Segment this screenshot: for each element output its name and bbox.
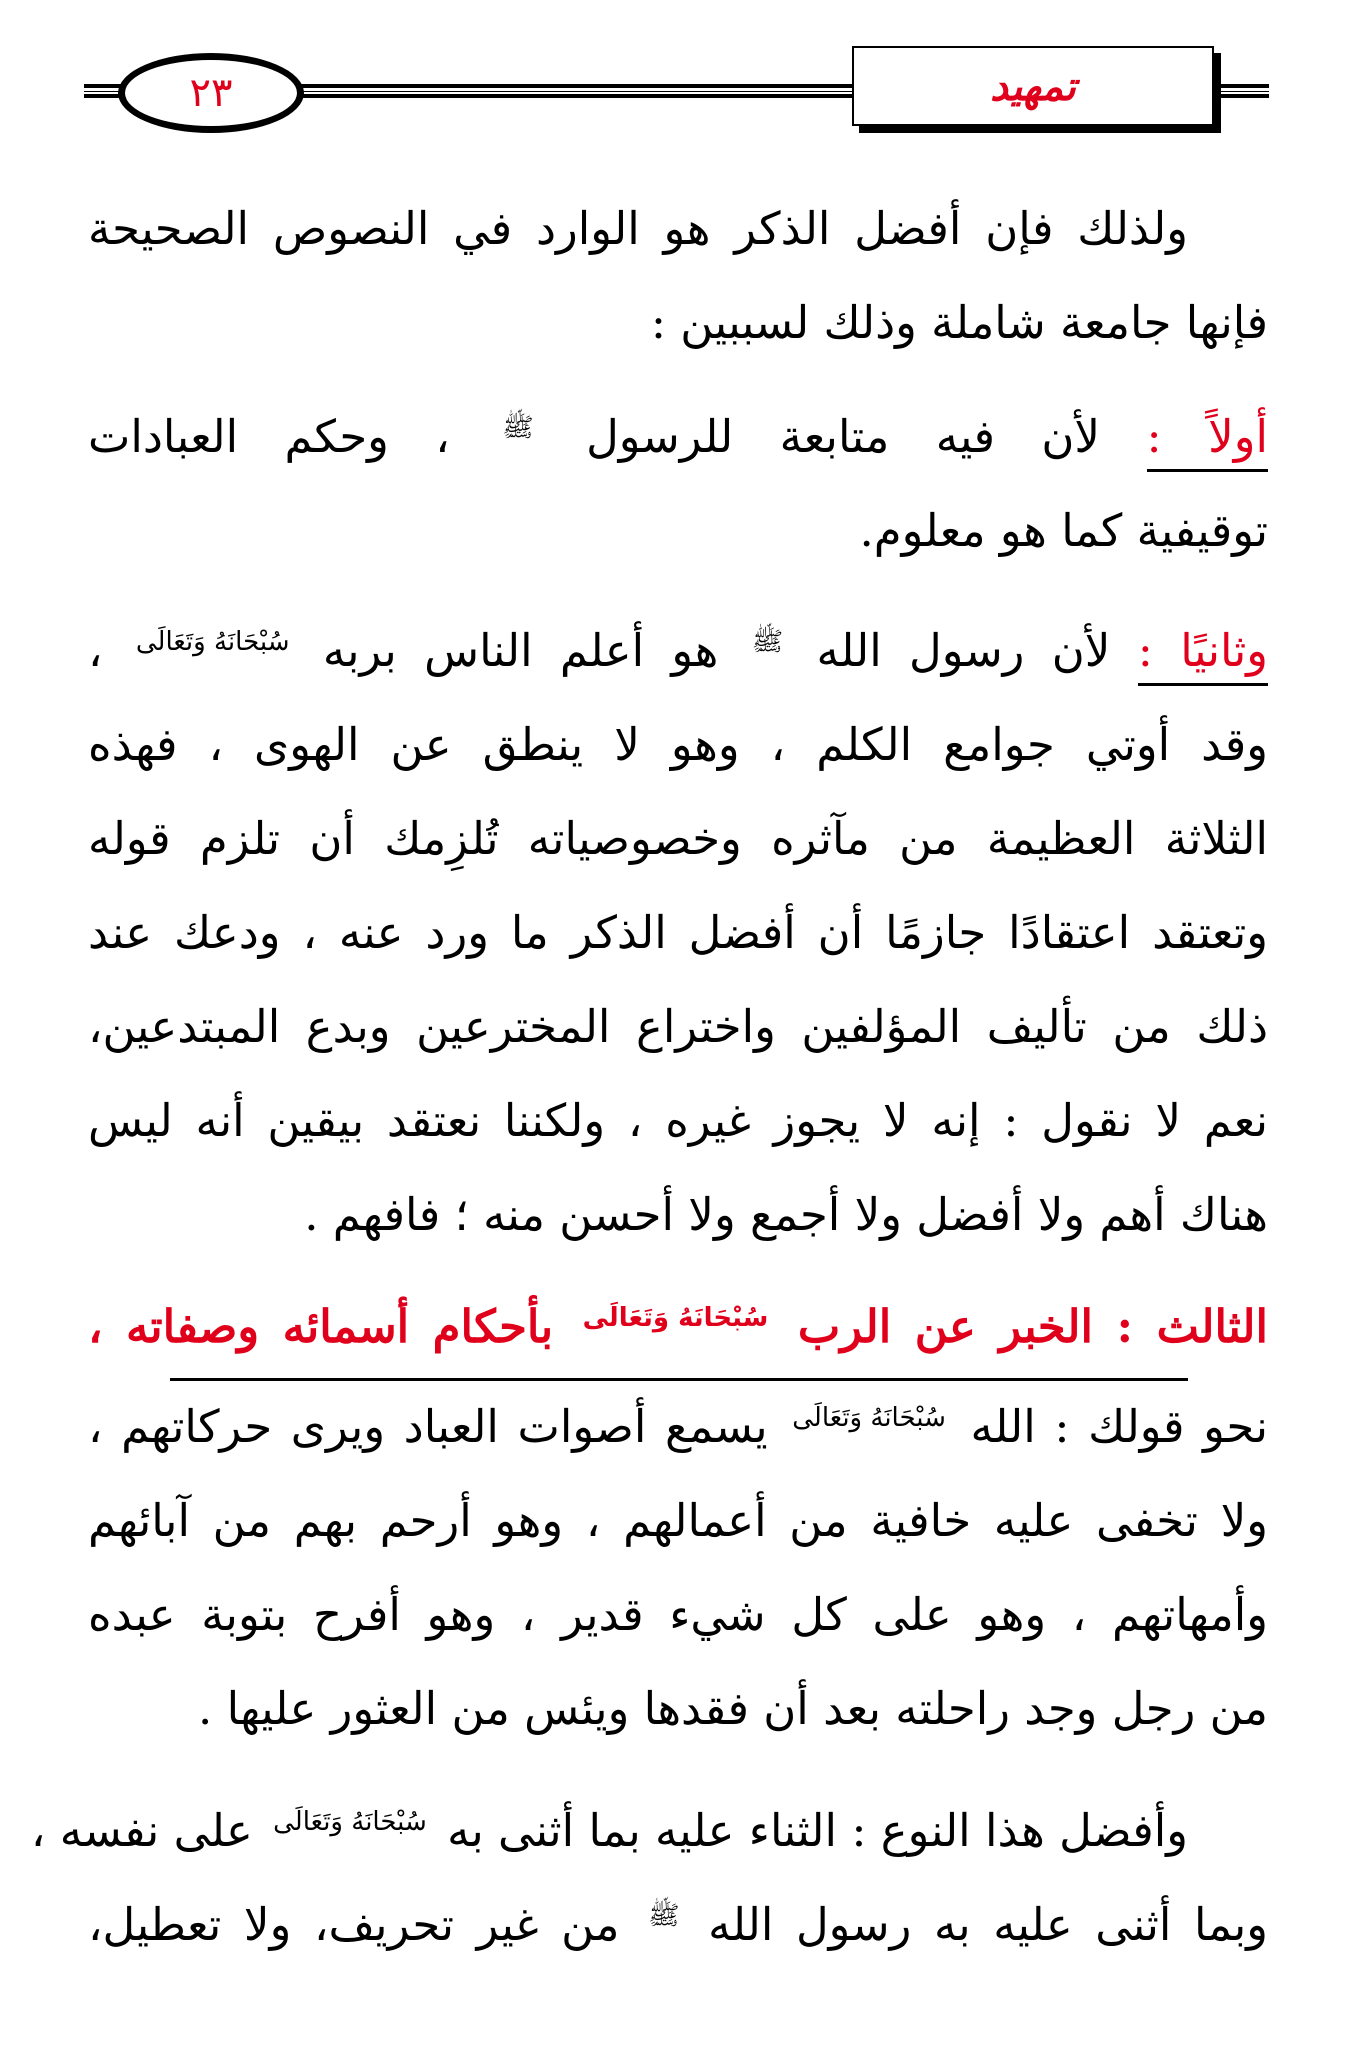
text-line: ولذلك فإن أفضل الذكر هو الوارد في النصوص الصحيحة [88, 202, 1188, 255]
text-line: وأمهاتهم ، وهو على كل شيء قدير ، وهو أفرح بتوبة عبده [88, 1588, 1268, 1641]
text-line: نعم لا نقول : إنه لا يجوز غيره ، ولكننا نعتقد بيقين أنه ليس [88, 1094, 1268, 1147]
text-fragment: وبما أثنى عليه به رسول الله [708, 1898, 1268, 1951]
paragraph-third-type [88, 1380, 1268, 1756]
text-fragment: وأفضل هذا النوع : الثناء عليه بما أثنى به [447, 1804, 1188, 1857]
paragraph-first-reason [88, 390, 1268, 578]
text-fragment: على نفسه ، [30, 1804, 253, 1857]
text-line: وتعتقد اعتقادًا جازمًا أن أفضل الذكر ما ورد عنه ، ودعك عند [88, 906, 1268, 959]
second-label: وثانيًا : [1138, 624, 1268, 686]
section-heading-line [88, 1280, 1268, 1374]
god-eulogy-glyph: سُبْحَانَهُ وَتَعَالَى [582, 1303, 769, 1333]
text-fragment: هو أعلم الناس بربه [322, 624, 719, 677]
heading-fragment: الثالث : الخبر عن الرب [797, 1300, 1268, 1353]
text-line: من رجل وجد راحلته بعد أن فقدها ويئس من العثور عليها . [197, 1682, 1268, 1735]
prophet-eulogy-glyph: ﷺ [648, 1901, 680, 1931]
paragraph-second-reason [88, 604, 1268, 1262]
text-line: الثلاثة العظيمة من مآثره وخصوصياته تُلزِمك أن تلزم قوله [88, 812, 1268, 865]
text-fragment: لأن رسول الله [816, 624, 1111, 677]
god-eulogy-glyph: سُبْحَانَهُ وَتَعَالَى [273, 1807, 427, 1837]
text-line: فإنها جامعة شاملة وذلك لسببين : [650, 296, 1268, 349]
prophet-eulogy-glyph: ﷺ [502, 413, 534, 443]
text-line [88, 1878, 1268, 1972]
text-line: وقد أوتي جوامع الكلم ، وهو لا ينطق عن الهوى ، فهذه [88, 718, 1268, 771]
prophet-eulogy-glyph: ﷺ [751, 627, 784, 657]
section-heading [88, 1280, 1268, 1374]
text-fragment: ، وحكم العبادات [88, 410, 450, 463]
god-eulogy-glyph: سُبْحَانَهُ وَتَعَالَى [792, 1403, 946, 1433]
page-number: ٢٣ [189, 70, 233, 116]
first-label: أولاً : [1147, 410, 1268, 472]
text-fragment: نحو قولك : الله [970, 1400, 1268, 1453]
god-eulogy-glyph: سُبْحَانَهُ وَتَعَالَى [135, 627, 290, 657]
chapter-title-box [852, 46, 1214, 126]
page-number-badge [118, 53, 304, 133]
text-fragment: ، [88, 624, 103, 677]
text-line: توقيفية كما هو معلوم. [859, 504, 1268, 557]
text-line [88, 604, 1268, 698]
paragraph-best-praise [30, 1784, 1268, 1972]
text-fragment: من غير تحريف، ولا تعطيل، [88, 1898, 620, 1951]
text-line [88, 1380, 1268, 1474]
text-line [88, 390, 1268, 484]
text-line [30, 1784, 1268, 1878]
text-line: ذلك من تأليف المؤلفين واختراع المخترعين وبدع المبتدعين، [88, 1000, 1268, 1053]
text-line: ولا تخفى عليه خافية من أعمالهم ، وهو أرحم بهم من آبائهم [88, 1494, 1268, 1547]
paragraph-intro [88, 182, 1268, 370]
text-line: هناك أهم ولا أفضل ولا أجمع ولا أحسن منه ؛ فافهم . [304, 1188, 1268, 1241]
text-fragment: لأن فيه متابعة للرسول [586, 410, 1101, 463]
heading-fragment: بأحكام أسمائه وصفاته ، [88, 1300, 554, 1353]
text-fragment: يسمع أصوات العباد ويرى حركاتهم ، [88, 1400, 768, 1453]
chapter-title: تمهيد [990, 62, 1076, 110]
